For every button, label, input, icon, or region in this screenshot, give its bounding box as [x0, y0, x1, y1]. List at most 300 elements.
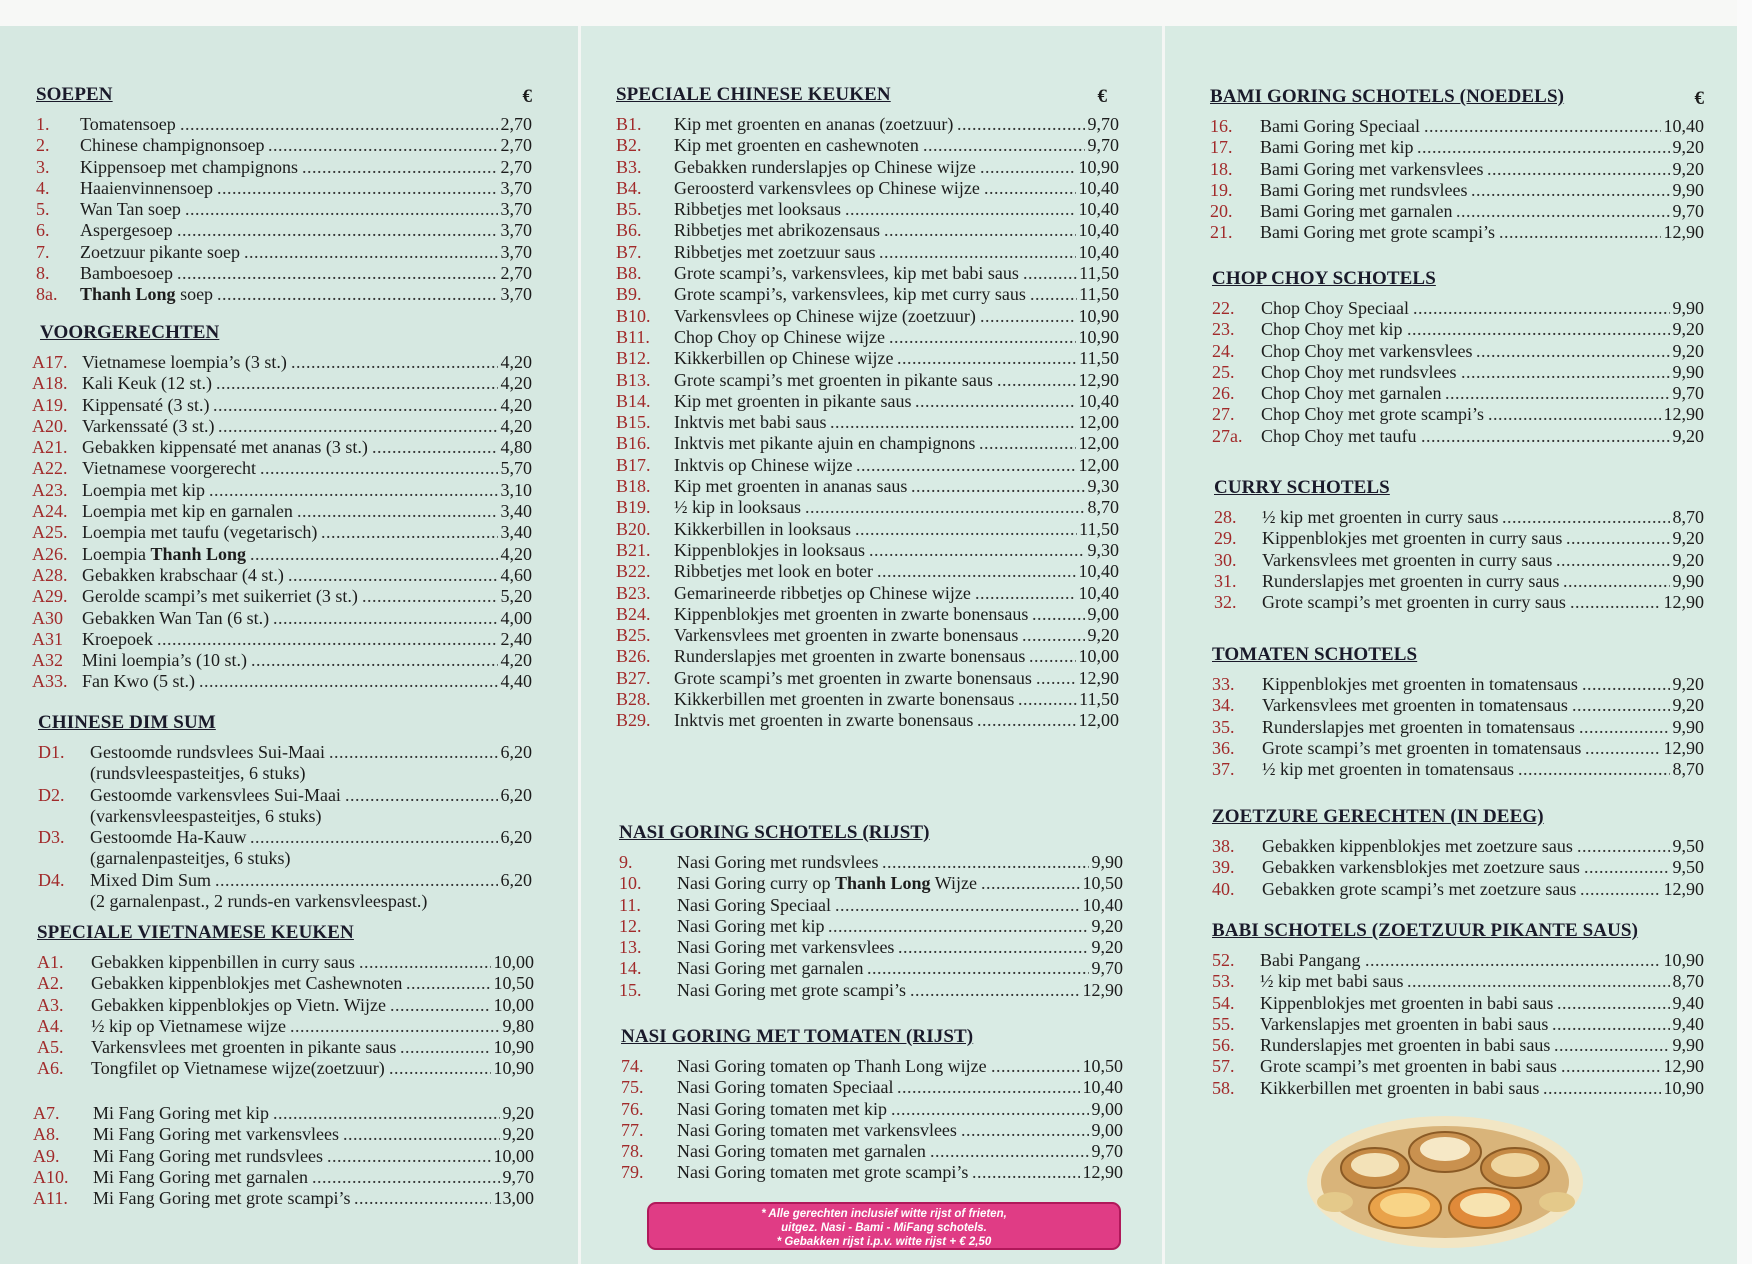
leader-dots: [359, 952, 491, 973]
menu-item: [1212, 836, 1704, 857]
leader-dots: [1365, 950, 1661, 971]
leader-dots: [213, 395, 498, 416]
menu-item: [616, 220, 1119, 241]
item-name-text: Nasi Goring Speciaal: [677, 894, 831, 915]
item-name: [82, 671, 195, 692]
item-price: 2,70: [500, 156, 532, 177]
item-name-text: Chop Choy met rundsvlees: [1261, 361, 1457, 382]
section-chinese: [616, 84, 1119, 732]
section-header: [1212, 644, 1704, 670]
item-name: [82, 586, 358, 607]
leader-dots: [1032, 604, 1085, 625]
item-name: [82, 416, 214, 437]
item-price: 9,30: [1087, 476, 1119, 497]
item-code: A30: [32, 607, 63, 628]
item-price: 10,90: [1078, 326, 1119, 347]
menu-item: [619, 873, 1123, 894]
menu-item: [616, 519, 1119, 540]
section-title: ZOETZURE GERECHTEN (IN DEEG): [1212, 806, 1544, 827]
item-name: [674, 604, 1028, 625]
menu-item: [1214, 571, 1704, 592]
item-name-text: Bami Goring Speciaal: [1260, 116, 1420, 136]
menu-item: [616, 689, 1119, 710]
leader-dots: [216, 373, 498, 394]
item-code: 37.: [1212, 759, 1235, 780]
item-name-text: Kippenblokjes in looksaus: [674, 539, 865, 560]
leader-dots: [218, 416, 498, 437]
item-name-text: Chop Choy Speciaal: [1261, 298, 1409, 318]
item-code: B13.: [616, 369, 651, 390]
item-code: B20.: [616, 518, 651, 539]
item-name: [90, 785, 341, 806]
leader-dots: [1476, 341, 1670, 362]
item-name: [674, 135, 919, 156]
item-name-text: Runderslapjes met groenten in babi saus: [1260, 1035, 1551, 1056]
item-name: [1260, 971, 1403, 992]
banner-line-2: uitgez. Nasi - Bami - MiFang schotels.: [781, 1222, 987, 1234]
menu-item: [33, 1146, 534, 1167]
item-name: [1262, 738, 1581, 759]
item-code: 9.: [619, 852, 633, 872]
item-code: 19.: [1210, 179, 1233, 200]
menu-item: [33, 1167, 534, 1188]
item-name: [1260, 159, 1483, 180]
item-name: [674, 497, 801, 518]
item-name: [674, 689, 1014, 710]
item-price: 3,70: [500, 241, 532, 262]
item-name: [1261, 383, 1441, 404]
item-code: 53.: [1212, 971, 1235, 992]
item-price: 9,90: [1672, 179, 1704, 200]
item-name-text: Gebakken kippensaté met ananas (3 st.): [82, 437, 368, 458]
item-price: 9,00: [1087, 603, 1119, 624]
leader-dots: [288, 565, 498, 586]
section-header: [36, 84, 532, 110]
leader-dots: [250, 827, 498, 848]
item-name: [674, 199, 841, 220]
menu-item: [1212, 1035, 1704, 1056]
item-price: 3,40: [500, 522, 532, 543]
section-vietnamese-mifang: [33, 1103, 534, 1209]
menu-item: [616, 412, 1119, 433]
item-price: 4,40: [500, 671, 532, 692]
item-code: 5.: [36, 199, 50, 220]
item-name: [82, 480, 205, 501]
item-name-text: Chinese champignonsoep: [80, 135, 265, 156]
item-code: A4.: [37, 1015, 64, 1036]
leader-dots: [1561, 1056, 1661, 1077]
item-name-text: Gebakken kippenblokjes op Vietn. Wijze: [91, 994, 386, 1015]
item-name: [80, 178, 213, 199]
item-code: 40.: [1212, 878, 1235, 899]
item-name: [1262, 836, 1573, 857]
item-name: [93, 1188, 350, 1209]
page-edge: [1737, 0, 1752, 1264]
item-price: 9,20: [1672, 319, 1704, 340]
menu-item: [619, 937, 1123, 958]
item-price: 4,00: [500, 607, 532, 628]
item-price: 9,20: [1672, 137, 1704, 158]
menu-item: [1210, 201, 1704, 222]
leader-dots: [1584, 857, 1670, 878]
item-price: 9,70: [1091, 958, 1123, 979]
item-price: 9,70: [502, 1166, 534, 1187]
item-name-text: Loempia met taufu (vegetarisch): [82, 522, 318, 543]
leader-dots: [897, 348, 1077, 369]
menu-item: [1212, 759, 1704, 780]
item-name: [674, 519, 851, 540]
item-name-text: Wan Tan soep: [80, 199, 181, 220]
item-name-text: Mixed Dim Sum: [90, 869, 212, 890]
item-price: 9,00: [1091, 1098, 1123, 1119]
item-code: B2.: [616, 135, 642, 156]
item-name-text: Kikkerbillen met groenten in babi saus: [1260, 1077, 1540, 1098]
item-price: 10,40: [1082, 894, 1123, 915]
section-babi: [1212, 920, 1704, 1099]
leader-dots: [1570, 592, 1661, 613]
item-price: 12,00: [1078, 412, 1119, 433]
item-name: [677, 1056, 987, 1077]
item-price: 4,20: [500, 543, 532, 564]
item-code: B14.: [616, 390, 651, 411]
item-name: [80, 157, 298, 178]
menu-item: [616, 284, 1119, 305]
item-price: 10,50: [1082, 1056, 1123, 1076]
item-name-text: Chop Choy met varkensvlees: [1261, 340, 1473, 361]
item-price: 10,40: [1078, 241, 1119, 262]
item-price: 10,40: [1078, 199, 1119, 220]
item-price: 10,50: [493, 973, 534, 994]
section-title: BAMI GORING SCHOTELS (NOEDELS): [1210, 86, 1565, 107]
item-name-text: Mi Fang Goring met kip: [93, 1103, 269, 1123]
item-name-text: Fan Kwo (5 st.): [82, 671, 195, 692]
item-code: 13.: [619, 937, 642, 958]
item-name-text: Grote scampi’s met groenten in zwarte bonensaus: [674, 667, 1032, 688]
section-title: CHOP CHOY SCHOTELS: [1212, 268, 1436, 289]
item-code: 31.: [1214, 570, 1237, 591]
menu-item: [36, 242, 532, 263]
item-price: 9,90: [1672, 1035, 1704, 1056]
item-name: [1260, 116, 1420, 137]
item-price: 12,90: [1663, 878, 1704, 899]
item-name-text: Grote scampi’s met groenten in tomatensaus: [1262, 737, 1582, 758]
leader-dots: [828, 916, 1089, 937]
item-name-text: Aspergesoep: [80, 220, 173, 241]
item-name-text: Chop Choy met kip: [1261, 319, 1403, 340]
item-name-text: Runderslapjes met groenten in curry saus: [1262, 570, 1560, 591]
leader-dots: [329, 742, 498, 763]
menu-item: [32, 501, 532, 522]
menu-item: [616, 135, 1119, 156]
leader-dots: [1421, 426, 1670, 447]
item-name-text: Nasi Goring met garnalen: [677, 958, 864, 979]
item-price: 9,20: [1672, 549, 1704, 570]
item-name: [1261, 426, 1417, 447]
item-code: 79.: [621, 1162, 644, 1183]
item-name: [674, 348, 893, 369]
item-price: 8,70: [1672, 759, 1704, 780]
leader-dots: [185, 199, 498, 220]
item-name-text: Tongfilet op Vietnamese wijze(zoetzuur): [91, 1058, 385, 1079]
item-name-text: Mi Fang Goring met garnalen: [93, 1166, 308, 1187]
item-name-text: Inktvis op Chinese wijze: [674, 454, 853, 475]
item-code: 6.: [36, 220, 50, 241]
item-name-text: Chop Choy met garnalen: [1261, 383, 1442, 404]
item-code: B9.: [616, 284, 642, 305]
item-name: [1262, 592, 1566, 613]
item-name: [1262, 857, 1580, 878]
leader-dots: [879, 242, 1076, 263]
leader-dots: [1556, 550, 1670, 571]
section-bami: [1210, 86, 1704, 244]
dim-sum-photo: [1305, 1110, 1585, 1250]
item-price: 4,20: [500, 650, 532, 671]
item-name: [674, 157, 976, 178]
leader-dots: [877, 561, 1076, 582]
item-code: 10.: [619, 873, 642, 894]
menu-item: [1214, 528, 1704, 549]
item-name: [1260, 1078, 1539, 1099]
item-code: A8.: [33, 1124, 60, 1145]
menu-item: [616, 157, 1119, 178]
leader-dots: [1018, 689, 1077, 710]
menu-item: [32, 522, 532, 543]
item-code: A7.: [33, 1103, 60, 1123]
item-price: 9,20: [1091, 915, 1123, 936]
item-code: A11.: [33, 1188, 68, 1209]
menu-item: [616, 348, 1119, 369]
leader-dots: [180, 114, 498, 135]
leader-dots: [1499, 222, 1661, 243]
item-code: 20.: [1210, 201, 1233, 222]
section-chopchoy: [1212, 268, 1704, 447]
item-name: [80, 242, 240, 263]
item-price: 6,20: [500, 742, 532, 762]
item-name: [677, 852, 878, 873]
menu-item: [616, 561, 1119, 582]
item-name: [1262, 571, 1559, 592]
leader-dots: [1566, 528, 1670, 549]
menu-item: [1212, 695, 1704, 716]
item-name: [93, 1103, 269, 1124]
leader-dots: [980, 306, 1076, 327]
section-header: [1212, 806, 1704, 832]
menu-item: [1212, 1078, 1704, 1099]
leader-dots: [1579, 717, 1670, 738]
item-name: [674, 327, 885, 348]
item-name: [674, 114, 953, 135]
item-name: [91, 973, 402, 994]
item-name-text: Varkenssaté (3 st.): [82, 415, 215, 436]
leader-dots: [260, 458, 498, 479]
item-price: 9,00: [1091, 1119, 1123, 1140]
item-name: [91, 952, 355, 973]
item-code: B3.: [616, 156, 642, 177]
item-price: 9,20: [502, 1124, 534, 1145]
item-price: 4,20: [500, 352, 532, 372]
item-price: 9,20: [1672, 528, 1704, 549]
item-name: [93, 1124, 339, 1145]
menu-item: [32, 671, 532, 692]
section-dimsum: [38, 712, 532, 912]
menu-item: [36, 284, 532, 305]
item-name: [677, 916, 824, 937]
item-code: D4.: [38, 869, 65, 890]
item-code: A26.: [32, 543, 68, 564]
menu-item: [616, 497, 1119, 518]
item-name-text: Gebakken grote scampi’s met zoetzure saus: [1262, 878, 1577, 899]
item-price: 9,50: [1672, 857, 1704, 878]
leader-dots: [1471, 180, 1670, 201]
item-price: 9,20: [502, 1103, 534, 1123]
menu-item: [32, 416, 532, 437]
menu-item: [621, 1141, 1123, 1162]
item-name-text: Gebakken krabschaar (4 st.): [82, 564, 284, 585]
item-code: 29.: [1214, 528, 1237, 549]
item-name: [674, 220, 880, 241]
item-code: 30.: [1214, 549, 1237, 570]
menu-item: [1212, 319, 1704, 340]
item-code: A29.: [32, 586, 68, 607]
item-price: 10,90: [1078, 156, 1119, 177]
section-header: [32, 322, 532, 348]
item-name: [1262, 674, 1578, 695]
item-price: 11,50: [1079, 518, 1119, 539]
leader-dots: [891, 1099, 1089, 1120]
item-price: 4,20: [500, 373, 532, 394]
menu-item: [36, 135, 532, 156]
item-name-text: Kikkerbillen met groenten in zwarte bonensaus: [674, 689, 1015, 710]
currency-symbol: €: [1097, 86, 1107, 107]
menu-item: [32, 544, 532, 565]
item-name-text: ½ kip met groenten in curry saus: [1262, 507, 1499, 527]
leader-dots: [290, 1016, 500, 1037]
item-price: 8,70: [1087, 497, 1119, 518]
menu-item: [619, 958, 1123, 979]
leader-dots: [1445, 383, 1670, 404]
menu-item: [1214, 592, 1704, 613]
item-code: 26.: [1212, 383, 1235, 404]
item-name: [80, 284, 213, 305]
item-code: A6.: [37, 1058, 64, 1079]
leader-dots: [805, 497, 1085, 518]
item-name: [674, 263, 1019, 284]
item-name-text: ½ kip met groenten in tomatensaus: [1262, 759, 1514, 780]
menu-item: [38, 827, 532, 848]
section-header: [1212, 920, 1704, 946]
item-price: 9,90: [1672, 361, 1704, 382]
section-curry: [1214, 477, 1704, 613]
item-price: 10,50: [1082, 873, 1123, 894]
item-price: 12,90: [1082, 979, 1123, 1000]
section-header: [1214, 477, 1704, 503]
menu-item: [1212, 404, 1704, 425]
menu-item: [32, 352, 532, 373]
item-code: B29.: [616, 710, 651, 731]
item-code: 27a.: [1212, 425, 1243, 446]
leader-dots: [1036, 668, 1076, 689]
item-name-text: Nasi Goring met rundsvlees: [677, 852, 879, 872]
item-name: [1261, 404, 1484, 425]
menu-item: [37, 973, 534, 994]
item-name: [1260, 222, 1495, 243]
leader-dots: [855, 519, 1077, 540]
leader-dots: [1488, 404, 1661, 425]
item-name-text: Chop Choy op Chinese wijze: [674, 326, 885, 347]
leader-dots: [1417, 137, 1670, 158]
leader-dots: [910, 980, 1080, 1001]
menu-item: [616, 199, 1119, 220]
item-code: 56.: [1212, 1035, 1235, 1056]
item-price: 12,90: [1663, 1056, 1704, 1077]
item-code: 7.: [36, 241, 50, 262]
item-price: 6,20: [500, 869, 532, 890]
item-code: 21.: [1210, 222, 1233, 243]
section-header: [1212, 268, 1704, 294]
menu-item: [1212, 383, 1704, 404]
item-name: [82, 458, 256, 479]
item-price: 10,90: [1078, 305, 1119, 326]
menu-item: [32, 608, 532, 629]
item-code: 34.: [1212, 695, 1235, 716]
item-price: 3,70: [500, 220, 532, 241]
menu-item: [621, 1077, 1123, 1098]
menu-item: [1212, 879, 1704, 900]
menu-item: [1210, 137, 1704, 158]
leader-dots: [372, 437, 498, 458]
section-soepen: [36, 84, 532, 306]
leader-dots: [1577, 836, 1670, 857]
item-name-text: Gestoomde varkensvlees Sui-Maai: [90, 784, 341, 805]
restaurant-name: Thanh Long: [834, 873, 931, 894]
item-code: B22.: [616, 561, 651, 582]
item-name-text: Loempia met kip en garnalen: [82, 501, 293, 522]
item-price: 9,90: [1091, 852, 1123, 872]
item-name: [1260, 201, 1452, 222]
item-name-text: Gemarineerde ribbetjes op Chinese wijze: [674, 582, 971, 603]
item-name: [90, 742, 325, 763]
menu-item: [36, 157, 532, 178]
item-price: 10,40: [1078, 582, 1119, 603]
item-price: 11,50: [1079, 348, 1119, 369]
item-price: 3,40: [500, 501, 532, 522]
item-code: A5.: [37, 1037, 64, 1058]
item-name: [674, 433, 975, 454]
leader-dots: [1424, 116, 1661, 137]
item-price: 5,20: [500, 586, 532, 607]
item-price: 4,20: [500, 394, 532, 415]
item-name-text: Haaienvinnensoep: [80, 177, 213, 198]
menu-item: [32, 373, 532, 394]
menu-item: [1212, 1014, 1704, 1035]
item-name-text: Gebakken Wan Tan (6 st.): [82, 607, 270, 628]
item-price: 3,70: [500, 199, 532, 220]
item-name: [674, 625, 1018, 646]
item-code: B28.: [616, 689, 651, 710]
section-voorgerechten: [32, 322, 532, 693]
item-name: [82, 629, 153, 650]
item-name: [80, 114, 176, 135]
item-name: [674, 583, 971, 604]
leader-dots: [343, 1124, 500, 1145]
item-code: 78.: [621, 1141, 644, 1162]
item-name-text: Kikkerbillen in looksaus: [674, 518, 851, 539]
section-header: [38, 712, 532, 738]
item-name-text: ½ kip op Vietnamese wijze: [91, 1015, 287, 1036]
item-name-text: Kippenblokjes met groenten in babi saus: [1260, 992, 1554, 1013]
item-price: 10,90: [493, 1037, 534, 1058]
leader-dots: [1456, 201, 1670, 222]
